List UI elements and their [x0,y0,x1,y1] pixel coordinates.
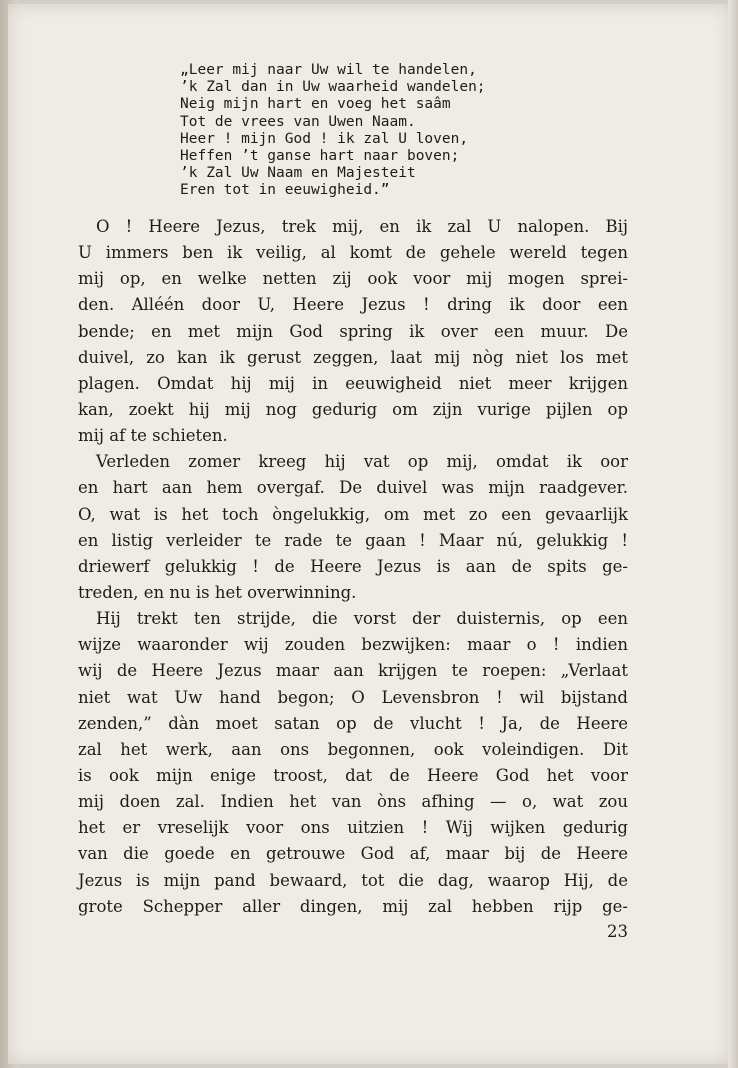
text-line: driewerf gelukkig ! de Heere Jezus is aan de spits ge- [78,556,628,576]
text-line: plagen. Omdat hij mij in eeuwigheid niet meer krijgen [78,373,628,393]
poem-line: ’k Zal Uw Naam en Majesteit [180,165,416,182]
poem-line: Tot de vrees van Uwen Naam. [180,113,416,130]
poem-line: Heffen ’t ganse hart naar boven; [180,148,460,165]
text-line: bende; en met mijn God spring ik over een muur. De [78,321,628,341]
text-line: grote Schepper aller dingen, mij zal hebben rijp ge- [78,896,628,916]
text-line: U immers ben ik veilig, al komt de gehele wereld tegen [78,243,628,263]
text-line: Hij trekt ten strijde, die vorst der duisternis, op een [96,609,628,629]
text-line: Verleden zomer kreeg hij vat op mij, omdat ik oor [96,452,628,472]
text-line: niet wat Uw hand begon; O Levensbron ! wil bijstand [78,687,628,707]
text-line: is ook mijn enige troost, dat de Heere God het voor [78,765,628,785]
text-line: duivel, zo kan ik gerust zeggen, laat mij nòg niet los met [78,347,628,367]
text-line: het er vreselijk voor ons uitzien ! Wij wijken gedurig [78,818,628,838]
text-line: van die goede en getrouwe God af, maar bij de Heere [78,844,628,864]
text-line: mij af te schieten. [78,426,228,446]
poem-stanza [180,62,600,200]
poem-line: Eren tot in eeuwigheid.” [180,182,390,199]
body-text [78,214,628,920]
text-line: wij de Heere Jezus maar aan krijgen te roepen: „Verlaat [78,661,628,681]
text-line: O ! Heere Jezus, trek mij, en ik zal U nalopen. Bij [96,217,628,236]
text-line: mij doen zal. Indien het van òns afhing — o, wat zou [78,792,628,812]
text-line: zal het werk, aan ons begonnen, ook voleindigen. Dit [78,739,628,759]
poem-line: Heer ! mijn God ! ik zal U loven, [180,130,469,147]
text-line: treden, en nu is het overwinning. [78,582,357,602]
text-line: O, wat is het toch òngelukkig, om met zo een gevaarlijk [78,504,628,524]
page-number: 23 [607,922,628,941]
poem-line: ’k Zal dan in Uw waarheid wandelen; [180,79,486,96]
text-line: wijze waaronder wij zouden bezwijken: maar o ! indien [78,635,628,655]
poem-line: „Leer mij naar Uw wil te handelen, [180,62,477,78]
text-line: Jezus is mijn pand bewaard, tot die dag, waarop Hij, de [78,870,628,890]
text-line: kan, zoekt hij mij nog gedurig om zijn vurige pijlen op [78,399,628,419]
text-line: zenden,” dàn moet satan op de vlucht ! Ja, de Heere [78,713,628,733]
text-line: en hart aan hem overgaf. De duivel was mijn raadgever. [78,478,628,498]
text-line: mij op, en welke netten zij ook voor mij mogen sprei- [78,269,628,289]
poem-line: Neig mijn hart en voeg het saâm [180,96,451,113]
book-right-edge [728,0,738,1068]
text-line: en listig verleider te rade te gaan ! Maar nú, gelukkig ! [78,530,628,550]
text-line: den. Alléén door U, Heere Jezus ! dring ik door een [78,295,628,315]
